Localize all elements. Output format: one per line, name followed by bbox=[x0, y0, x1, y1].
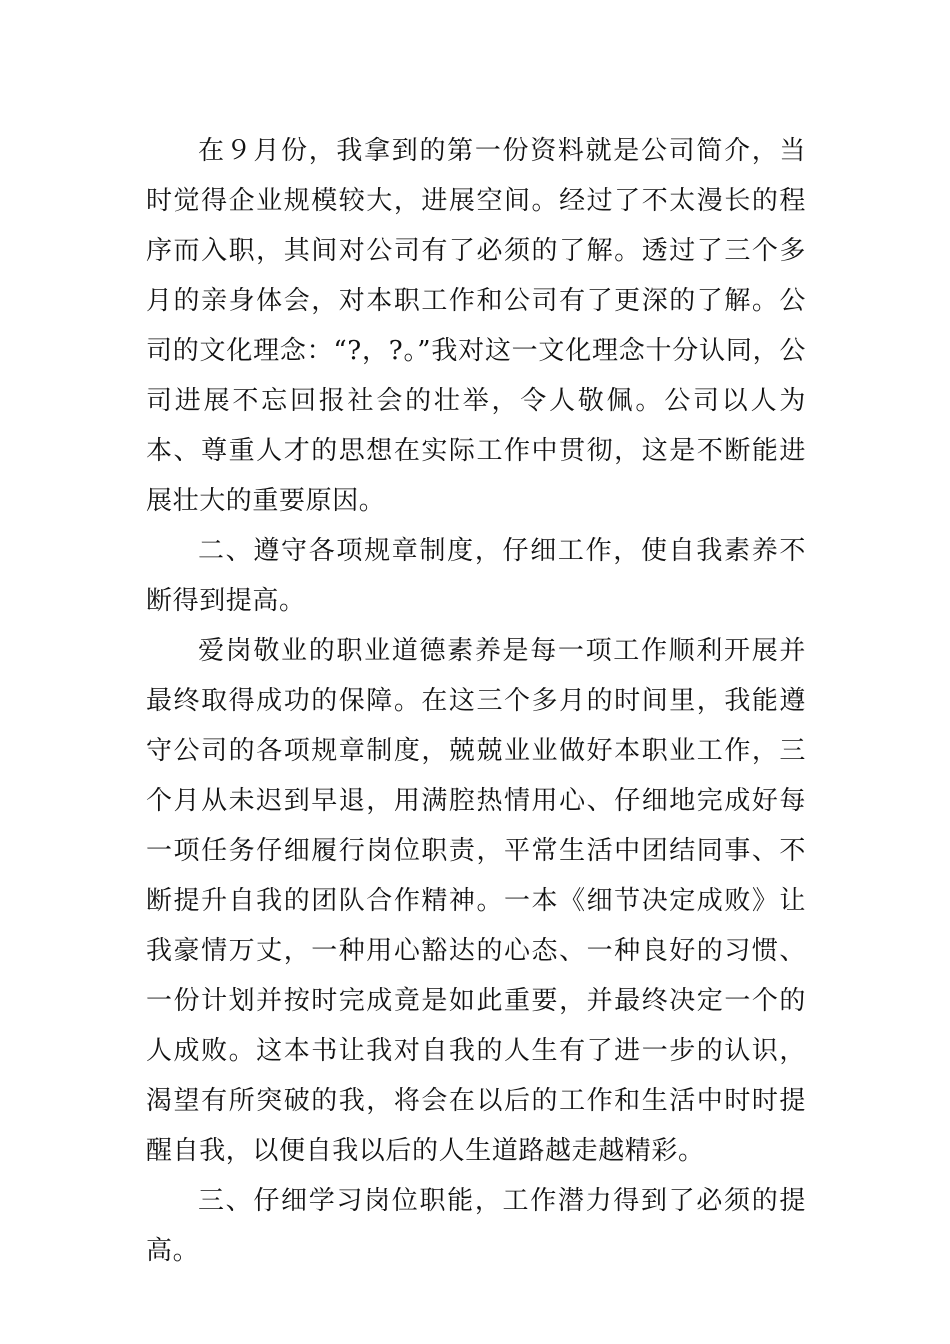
document-body bbox=[146, 126, 806, 1276]
section-heading-three: 三、仔细学习岗位职能，工作潜力得到了必须的提高。 bbox=[146, 1186, 806, 1266]
paragraph-company-intro: 在９月份，我拿到的第一份资料就是公司简介，当时觉得企业规模较大，进展空间。经过了不太漫长的程序而入职，其间对公司有了必须的了解。透过了三个多月的亲身体会，对本职工作和公司有了更深的了解。公司的文化理念：“?，?。”我对这一文化理念十分认同，公司进展不忘回报社会的壮举，令人敬佩。公司以人为本、尊重人才的思想在实际工作中贯彻，这是不断能进展壮大的重要原因。 bbox=[146, 136, 806, 516]
section-heading-two: 二、遵守各项规章制度，仔细工作，使自我素养不断得到提高。 bbox=[146, 536, 806, 616]
paragraph-work-ethic: 爱岗敬业的职业道德素养是每一项工作顺利开展并最终取得成功的保障。在这三个多月的时间里，我能遵守公司的各项规章制度，兢兢业业做好本职业工作，三个月从未迟到早退，用满腔热情用心、仔细地完成好每一项任务仔细履行岗位职责，平常生活中团结同事、不断提升自我的团队合作精神。一本《细节决定成败》让我豪情万丈，一种用心豁达的心态、一种良好的习惯、一份计划并按时完成竟是如此重要，并最终决定一个的人成败。这本书让我对自我的人生有了进一步的认识，渴望有所突破的我，将会在以后的工作和生活中时时提醒自我，以便自我以后的人生道路越走越精彩。 bbox=[146, 636, 806, 1166]
